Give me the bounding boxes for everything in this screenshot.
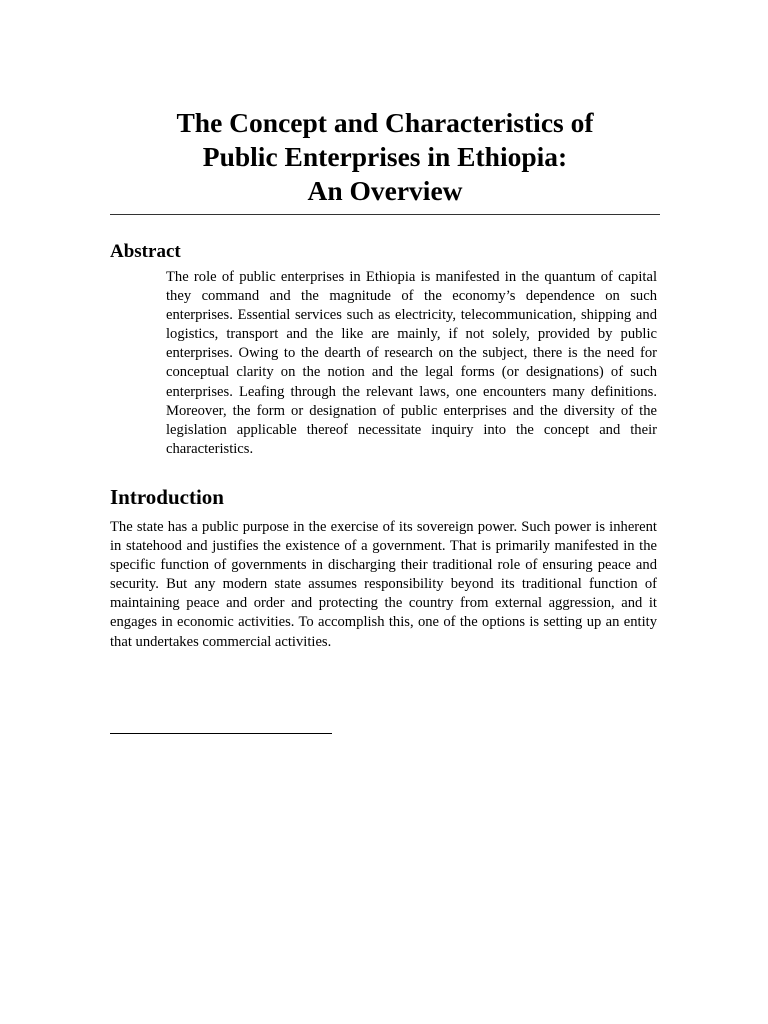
introduction-text: The state has a public purpose in the exercise of its sovereign power. Such power is inherent in statehood and justifies the existence of a government. That is primarily manifested in the specific function of governments in discharging their traditional role of ensuring peace and security. But any modern state assumes responsibility beyond its traditional function of maintaining peace and order and protecting the country from external aggression, and it engages in economic activities. To accomplish this, one of the options is setting up an entity that undertakes commercial activities. — [110, 519, 657, 650]
title-line-3: An Overview — [307, 175, 463, 206]
title-line-1: The Concept and Characteristics of — [176, 107, 594, 138]
introduction-heading: Introduction — [110, 485, 224, 509]
footnote-separator — [110, 733, 332, 734]
abstract-text: The role of public enterprises in Ethiopia is manifested in the quantum of capital they command and the magnitude of the economy’s dependence on such enterprises. Essential services such as electricity, telecommunication, shipping and logistics, transport and the like are mainly, if not solely, provided by public enterprises. Owing to the dearth of research on the subject, there is the need for conceptual clarity on the notion and the legal forms (or designations) of such enterprises. Leafing through the relevant laws, one encounters many definitions. Moreover, the form or designation of public enterprises and the diversity of the legislation applicable thereof necessitate inquiry into the concept and their characteristics. — [166, 269, 657, 457]
title-line-2: Public Enterprises in Ethiopia: — [202, 141, 568, 172]
paper-title — [110, 106, 660, 208]
abstract-heading: Abstract — [110, 241, 181, 262]
title-divider — [110, 214, 660, 215]
